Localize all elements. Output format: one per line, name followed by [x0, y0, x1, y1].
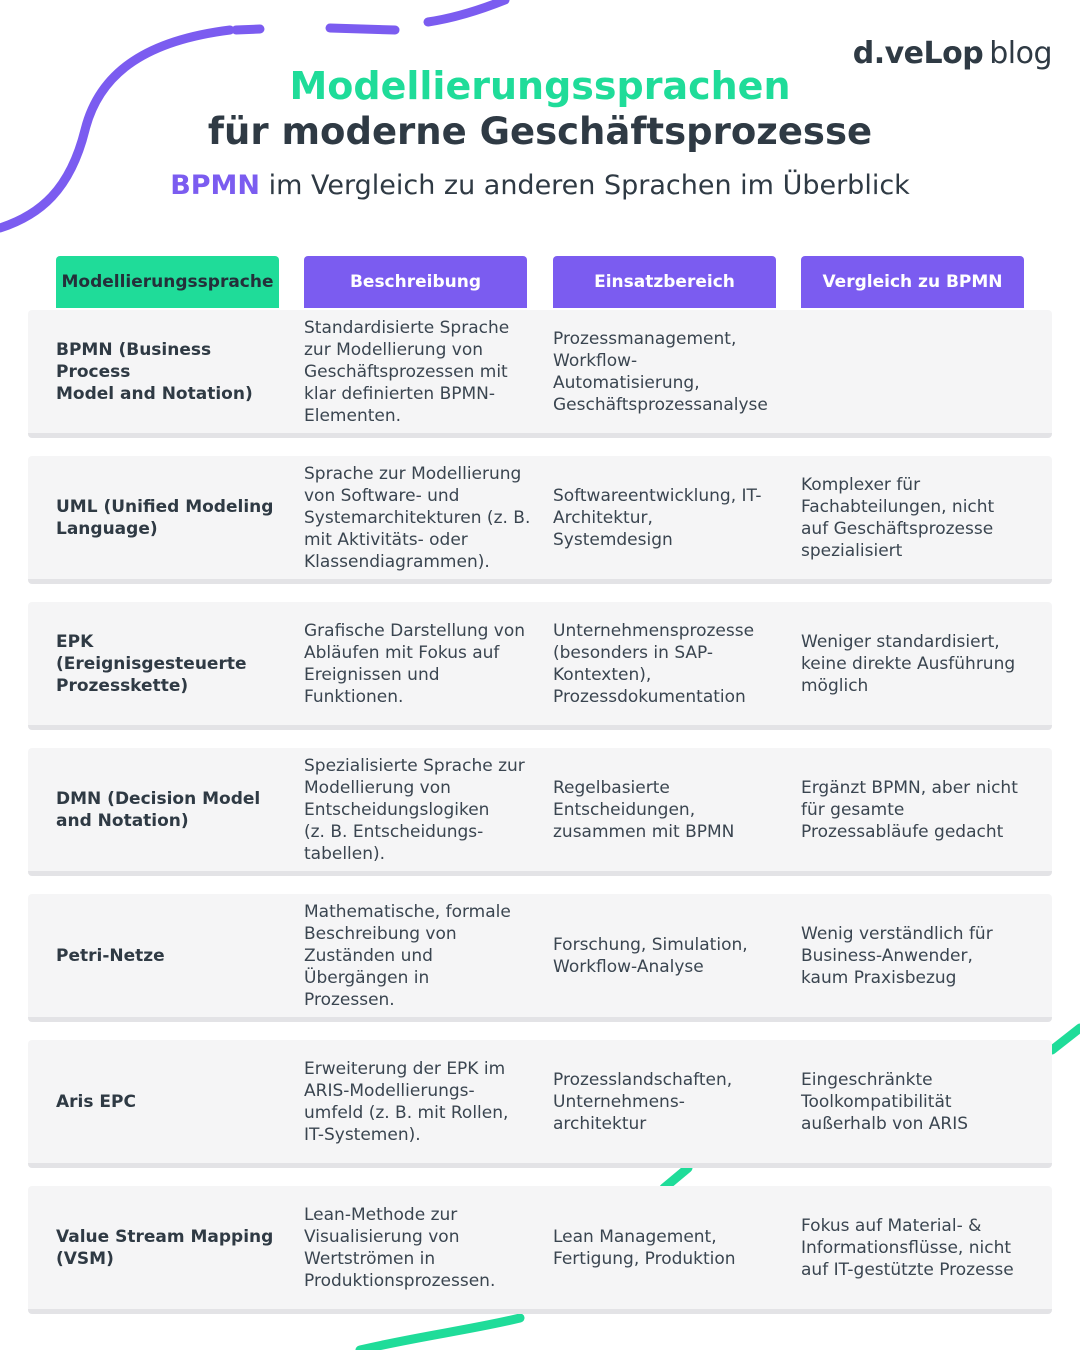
cell-language: DMN (Decision Model and Notation): [56, 788, 261, 831]
cell-comparison: Komplexer für Fachabteilungen, nicht auf Geschäftsprozesse spezialisiert: [801, 474, 995, 561]
table-row: [28, 1186, 1052, 1314]
header-description: Beschreibung: [304, 256, 527, 308]
cell-language: Aris EPC: [56, 1091, 136, 1112]
cell-description: Standardisierte Sprache zur Modellierung von Geschäftsprozessen mit klar definierten BPMN- Elementen.: [304, 317, 510, 426]
table-row: [28, 310, 1052, 438]
cell-comparison: Weniger standardisiert, keine direkte Ausführung möglich: [801, 631, 1016, 696]
page-subtitle: [0, 170, 1080, 201]
cell-description: Mathematische, formale Beschreibung von Zuständen und Übergängen in Prozessen.: [304, 901, 511, 1010]
subtitle-highlight: BPMN: [170, 170, 261, 201]
table-row: [28, 1040, 1052, 1168]
cell-comparison: Ergänzt BPMN, aber nicht für gesamte Prozessabläufe gedacht: [801, 777, 1018, 842]
cell-comparison: Eingeschränkte Toolkompatibilität außerhalb von ARIS: [801, 1069, 969, 1134]
cell-usage: Lean Management, Fertigung, Produktion: [553, 1226, 736, 1269]
table-row: [28, 894, 1052, 1022]
cell-description: Grafische Darstellung von Abläufen mit Fokus auf Ereignissen und Funktionen.: [304, 620, 526, 707]
page-title-line2: für moderne Geschäftsprozesse: [207, 110, 873, 153]
cell-language: Value Stream Mapping (VSM): [56, 1226, 274, 1269]
brand-name: d.veLop: [852, 36, 984, 71]
cell-language: BPMN (Business Process Model and Notation): [56, 339, 253, 404]
brand-suffix: blog: [989, 36, 1052, 71]
cell-description: Sprache zur Modellierung von Software- und Systemarchitekturen (z. B. mit Aktivitäts- oder Klassendiagrammen).: [304, 463, 531, 572]
cell-language: UML (Unified Modeling Language): [56, 496, 274, 539]
header-language: Modellierungssprache: [56, 256, 279, 308]
cell-description: Lean-Methode zur Visualisierung von Wertströmen in Produktionsprozessen.: [304, 1204, 496, 1291]
cell-description: Erweiterung der EPK im ARIS-Modellierungs- umfeld (z. B. mit Rollen, IT-Systemen).: [304, 1058, 509, 1145]
cell-comparison: Wenig verständlich für Business-Anwender, kaum Praxisbezug: [801, 923, 993, 988]
cell-usage: Softwareentwicklung, IT- Architektur, Systemdesign: [553, 485, 762, 550]
table-row: [28, 602, 1052, 730]
cell-usage: Unternehmensprozesse (besonders in SAP- Kontexten), Prozessdokumentation: [553, 620, 755, 707]
cell-usage: Prozesslandschaften, Unternehmens- architektur: [553, 1069, 733, 1134]
cell-usage: Prozessmanagement, Workflow- Automatisierung, Geschäftsprozessanalyse: [553, 328, 768, 415]
cell-language: EPK (Ereignisgesteuerte Prozesskette): [56, 631, 247, 696]
cell-description: Spezialisierte Sprache zur Modellierung von Entscheidungslogiken (z. B. Entscheidungs- tabellen).: [304, 755, 525, 864]
subtitle-rest: im Vergleich zu anderen Sprachen im Überblick: [260, 170, 910, 201]
cell-usage: Forschung, Simulation, Workflow-Analyse: [553, 934, 748, 977]
table-row: [28, 748, 1052, 876]
table-row: [28, 456, 1052, 584]
cell-language: Petri-Netze: [56, 945, 165, 966]
cell-comparison: [801, 310, 1037, 433]
cell-comparison: Fokus auf Material- & Informationsflüsse, nicht auf IT-gestützte Prozesse: [801, 1215, 1014, 1280]
header-usage: Einsatzbereich: [553, 256, 776, 308]
header-comparison: Vergleich zu BPMN: [801, 256, 1024, 308]
cell-usage: Regelbasierte Entscheidungen, zusammen mit BPMN: [553, 777, 735, 842]
page-title-line1: Modellierungssprachen: [289, 64, 791, 108]
